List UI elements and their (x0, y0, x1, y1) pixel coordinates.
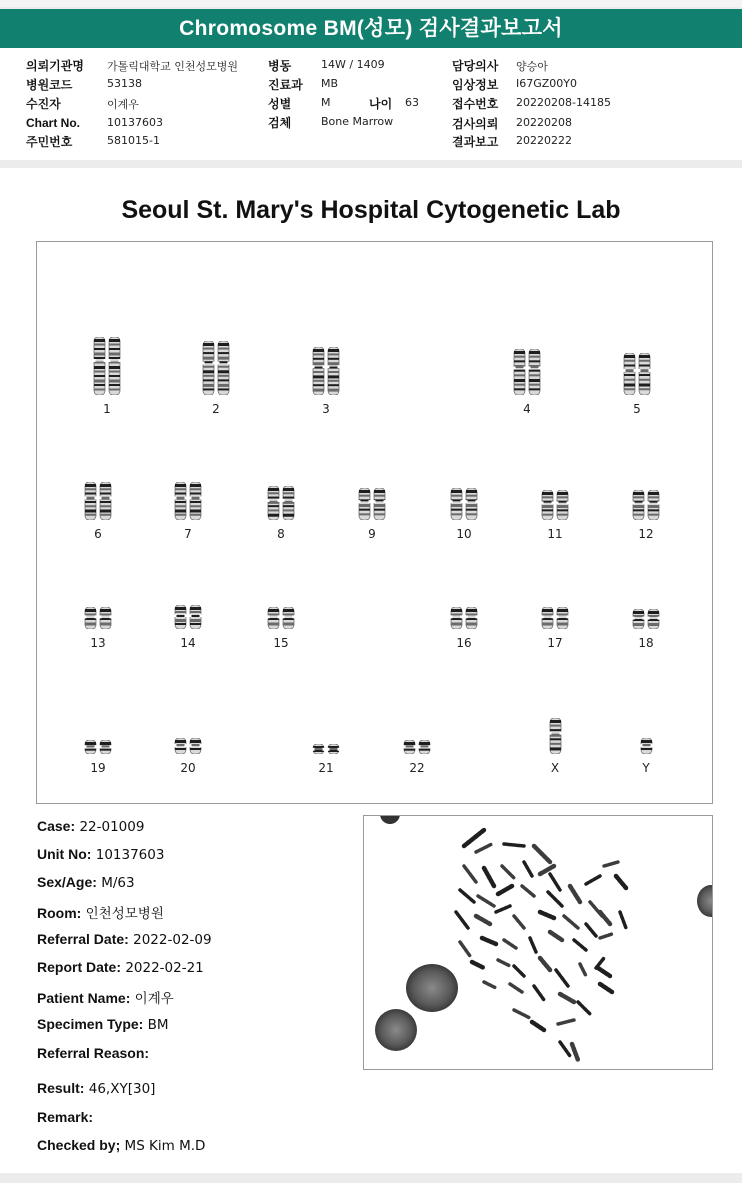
case-info-remark (37, 1109, 93, 1126)
metaphase-chromosome (514, 1010, 530, 1018)
metaphase-chromosome (456, 912, 468, 928)
metaphase-chromosome (616, 876, 626, 888)
metaphase-chromosome (478, 896, 494, 906)
metaphase-chromosome (476, 916, 490, 924)
metaphase-chromosome (564, 916, 578, 928)
header-value: 20220208-14185 (516, 96, 611, 109)
metaphase-chromosome (586, 876, 600, 884)
chromosome-pair-18 (631, 609, 661, 629)
metaphase-chromosome (534, 846, 550, 862)
karyogram (36, 241, 713, 804)
chromosome-pair-x (548, 718, 562, 754)
header-label: 병동 (268, 59, 292, 73)
metaphase-chromosome (574, 940, 586, 950)
top-band (0, 0, 742, 7)
metaphase-chromosome (484, 982, 496, 988)
metaphase-chromosome (460, 890, 474, 902)
metaphase-blob (380, 816, 400, 824)
chromosome-pair-14 (173, 605, 203, 629)
interphase-nucleus (375, 1009, 417, 1051)
chromosome-pair-11 (540, 490, 570, 520)
metaphase-chromosome (556, 970, 568, 986)
header-label: 검체 (268, 116, 292, 130)
info-label: Referral Reason: (37, 1045, 150, 1061)
case-info-case (37, 818, 144, 835)
chromosome-pair-1 (92, 337, 122, 395)
info-value: 인천성모병원 (85, 906, 164, 922)
chromosome-label: Y (642, 761, 650, 775)
metaphase-chromosome (532, 1022, 544, 1030)
metaphase-chromosome (464, 830, 484, 846)
metaphase-chromosome (514, 916, 524, 928)
metaphase-chromosome (530, 938, 536, 952)
info-value: 46,XY[30] (88, 1081, 156, 1097)
header-value: M (321, 96, 331, 109)
chromosome-pair-15 (266, 607, 296, 629)
metaphase-chromosome (502, 866, 514, 878)
chromosome-label: 13 (90, 636, 106, 650)
report-header (0, 48, 742, 160)
lab-title: Seoul St. Mary's Hospital Cytogenetic Lab (121, 196, 621, 224)
info-label: Patient Name: (37, 990, 131, 1006)
info-value: 2022-02-21 (125, 960, 204, 976)
metaphase-chromosome (460, 942, 470, 956)
chromosome-pair-6 (83, 482, 113, 520)
metaphase-spread-svg (364, 816, 713, 1070)
info-label: Specimen Type: (37, 1016, 144, 1032)
chromosome-pair-8 (266, 486, 296, 520)
header-value: 20220208 (516, 116, 572, 129)
case-info-referral-reason (37, 1045, 149, 1062)
info-value: 이계우 (134, 991, 174, 1007)
info-value: MS Kim M.D (124, 1138, 206, 1154)
header-label-age: 나이 (369, 97, 393, 111)
info-label: Unit No: (37, 846, 92, 862)
chromosome-label: 16 (456, 636, 472, 650)
chromosome-label: 15 (273, 636, 289, 650)
metaphase-chromosome (522, 886, 534, 896)
header-value: 20220222 (516, 134, 572, 147)
header-label: 결과보고 (452, 135, 499, 149)
metaphase-chromosome (504, 940, 516, 948)
chromosome-label: 21 (318, 761, 334, 775)
metaphase-chromosome (578, 1002, 590, 1014)
metaphase-chromosome (498, 886, 512, 894)
metaphase-chromosome (464, 866, 476, 882)
case-info-specimen (37, 1016, 169, 1033)
chromosome-pair-y (639, 738, 653, 754)
case-info-sex-age (37, 874, 135, 891)
header-label: 의뢰기관명 (26, 59, 84, 73)
header-label: 주민번호 (26, 135, 73, 149)
interphase-nucleus (406, 964, 458, 1012)
header-label: 접수번호 (452, 97, 499, 111)
header-label: 진료과 (268, 78, 303, 92)
header-value: Bone Marrow (321, 115, 394, 128)
case-info-result (37, 1080, 155, 1097)
header-value: 이계우 (107, 98, 139, 111)
case-info-referral-date (37, 931, 212, 948)
interphase-nucleus (697, 885, 713, 917)
info-value: 10137603 (95, 847, 165, 863)
metaphase-chromosome (524, 862, 532, 876)
chromosome-pair-19 (83, 740, 113, 754)
metaphase-chromosome (596, 958, 604, 968)
case-info-checked-by (37, 1137, 205, 1154)
chromosome-pair-2 (201, 341, 231, 395)
chromosome-label: 8 (277, 527, 285, 541)
chromosome-label: 4 (523, 402, 531, 416)
chromosome-label: 2 (212, 402, 220, 416)
chromosome-label: 6 (94, 527, 102, 541)
header-label: 수진자 (26, 97, 61, 111)
header-value: 581015-1 (107, 134, 160, 147)
metaphase-chromosome (560, 994, 574, 1002)
metaphase-chromosome (604, 862, 618, 866)
chromosome-label: 22 (409, 761, 425, 775)
metaphase-image (363, 815, 713, 1070)
chromosome-pair-10 (449, 488, 479, 520)
case-info-report-date (37, 959, 204, 976)
metaphase-chromosome (482, 938, 496, 944)
info-value: 22-01009 (79, 819, 145, 835)
metaphase-chromosome (620, 912, 626, 928)
chromosome-pair-3 (311, 347, 341, 395)
header-value: 가톨릭대학교 인천성모병원 (107, 60, 239, 73)
metaphase-chromosome (570, 886, 580, 902)
chromosome-pair-5 (622, 353, 652, 395)
chromosome-label: 3 (322, 402, 330, 416)
metaphase-chromosome (586, 924, 596, 936)
header-value: MB (321, 77, 339, 90)
metaphase-chromosome (504, 844, 524, 846)
metaphase-chromosome (534, 986, 544, 1000)
chromosome-pair-21 (311, 744, 341, 754)
header-label: 병원코드 (26, 78, 73, 92)
metaphase-chromosome (540, 958, 550, 970)
case-info-unit (37, 846, 164, 863)
metaphase-chromosome (600, 912, 610, 924)
header-value: 양승아 (516, 60, 548, 73)
chromosome-label: 5 (633, 402, 641, 416)
chromosome-label: 14 (180, 636, 196, 650)
metaphase-chromosome (550, 932, 562, 940)
chromosome-pair-20 (173, 738, 203, 754)
case-info-patient-name (37, 987, 174, 1007)
metaphase-chromosome (540, 866, 554, 874)
metaphase-chromosome (598, 968, 610, 976)
chromosome-label: 7 (184, 527, 192, 541)
header-label: Chart No. (26, 116, 80, 130)
metaphase-chromosome (560, 1042, 570, 1056)
info-label: Case: (37, 818, 76, 834)
report-title: Chromosome BM(성모) 검사결과보고서 (0, 9, 742, 48)
header-label: 성별 (268, 97, 292, 111)
chromosome-pair-9 (357, 488, 387, 520)
chromosome-label: 17 (547, 636, 563, 650)
info-label: Remark: (37, 1109, 94, 1125)
chromosome-label: 12 (638, 527, 654, 541)
info-value: 2022-02-09 (133, 932, 212, 948)
header-label: 임상정보 (452, 78, 499, 92)
metaphase-chromosome (496, 906, 510, 912)
chromosome-label: 19 (90, 761, 106, 775)
info-label: Room: (37, 905, 82, 921)
chromosome-pair-22 (402, 740, 432, 754)
metaphase-chromosome (600, 934, 612, 938)
chromosome-label: X (550, 761, 560, 775)
metaphase-chromosome (476, 844, 492, 852)
chromosome-pair-17 (540, 607, 570, 629)
metaphase-chromosome (600, 984, 612, 992)
case-info-room (37, 902, 164, 922)
chromosome-label: 11 (547, 527, 563, 541)
metaphase-chromosome (484, 868, 494, 886)
chromosome-label: 20 (180, 761, 196, 775)
metaphase-chromosome (572, 1044, 578, 1060)
header-value: 53138 (107, 77, 142, 90)
header-value: I67GZ00Y0 (516, 77, 578, 90)
chromosome-pair-13 (83, 607, 113, 629)
chromosome-label: 9 (368, 527, 376, 541)
info-value: BM (147, 1017, 169, 1033)
metaphase-chromosome (472, 962, 484, 968)
header-value: 10137603 (107, 116, 163, 129)
metaphase-chromosome (498, 960, 510, 966)
chromosome-pair-4 (512, 349, 542, 395)
metaphase-chromosome (510, 984, 522, 992)
metaphase-chromosome (550, 874, 560, 890)
header-value-age: 63 (405, 96, 419, 109)
metaphase-chromosome (558, 1020, 574, 1024)
metaphase-chromosome (540, 912, 554, 918)
chromosome-label: 1 (103, 402, 111, 416)
metaphase-chromosome (514, 966, 524, 976)
info-label: Referral Date: (37, 931, 129, 947)
header-label: 담당의사 (452, 59, 499, 73)
chromosome-label: 18 (638, 636, 654, 650)
info-label: Sex/Age: (37, 874, 97, 890)
chromosome-pair-12 (631, 490, 661, 520)
metaphase-chromosome (580, 964, 586, 976)
metaphase-chromosome (548, 892, 562, 906)
chromosome-label: 10 (456, 527, 472, 541)
chromosome-pair-7 (173, 482, 203, 520)
info-label: Checked by; (37, 1137, 121, 1153)
info-value: M/63 (101, 875, 135, 891)
header-value: 14W / 1409 (321, 58, 385, 71)
info-label: Report Date: (37, 959, 122, 975)
header-label: 검사의뢰 (452, 117, 499, 131)
info-label: Result: (37, 1080, 85, 1096)
chromosome-pair-16 (449, 607, 479, 629)
